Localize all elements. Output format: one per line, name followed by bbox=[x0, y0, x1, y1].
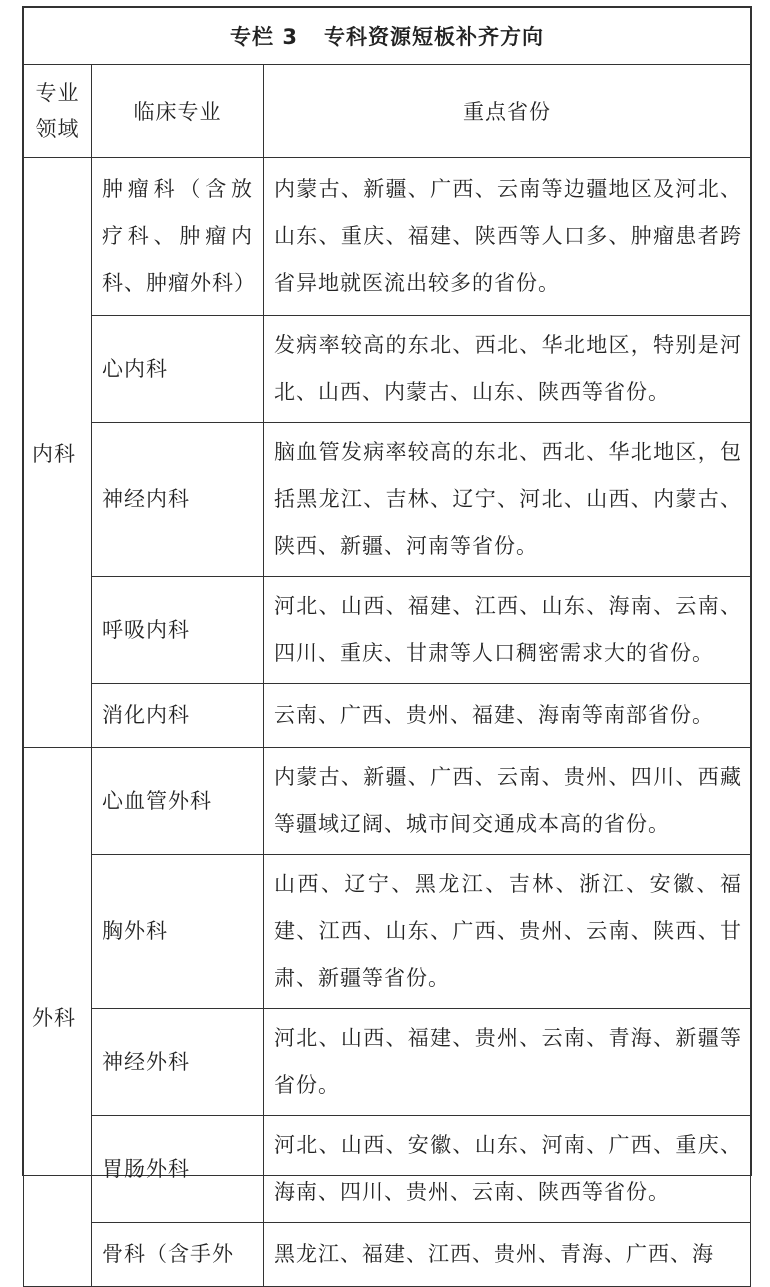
table-row bbox=[24, 158, 751, 316]
provinces-cell: 脑血管发病率较高的东北、西北、华北地区，包括黑龙江、吉林、辽宁、河北、山西、内蒙古、陕西、新疆、河南等省份。 bbox=[264, 423, 751, 577]
provinces-cell: 河北、山西、福建、贵州、云南、青海、新疆等省份。 bbox=[264, 1009, 751, 1116]
provinces-cell: 内蒙古、新疆、广西、云南等边疆地区及河北、山东、重庆、福建、陕西等人口多、肿瘤患者跨省异地就医流出较多的省份。 bbox=[264, 158, 751, 316]
provinces-cell: 山西、辽宁、黑龙江、吉林、浙江、安徽、福建、江西、山东、广西、贵州、云南、陕西、甘肃、新疆等省份。 bbox=[264, 855, 751, 1009]
provinces-cell: 黑龙江、福建、江西、贵州、青海、广西、海 bbox=[264, 1223, 751, 1287]
specialty-cell: 神经内科 bbox=[92, 423, 264, 577]
provinces-cell: 河北、山西、福建、江西、山东、海南、云南、四川、重庆、甘肃等人口稠密需求大的省份。 bbox=[264, 577, 751, 684]
table-row bbox=[24, 748, 751, 855]
provinces-cell: 内蒙古、新疆、广西、云南、贵州、四川、西藏等疆域辽阔、城市间交通成本高的省份。 bbox=[264, 748, 751, 855]
header-specialty: 临床专业 bbox=[92, 65, 264, 158]
table-row bbox=[24, 855, 751, 1009]
table-title bbox=[24, 8, 751, 65]
table-row bbox=[24, 1223, 751, 1287]
header-field: 专业 领域 bbox=[24, 65, 92, 158]
specialty-cell: 胸外科 bbox=[92, 855, 264, 1009]
specialty-cell: 心内科 bbox=[92, 316, 264, 423]
table-row bbox=[24, 423, 751, 577]
table-row bbox=[24, 577, 751, 684]
specialty-cell: 消化内科 bbox=[92, 684, 264, 748]
table-row bbox=[24, 1116, 751, 1223]
table-row bbox=[24, 684, 751, 748]
table-row bbox=[24, 316, 751, 423]
specialty-table bbox=[23, 7, 751, 1287]
specialty-cell: 呼吸内科 bbox=[92, 577, 264, 684]
specialty-cell: 肿瘤科（含放疗科、肿瘤内科、肿瘤外科） bbox=[92, 158, 264, 316]
provinces-cell: 河北、山西、安徽、山东、河南、广西、重庆、海南、四川、贵州、云南、陕西等省份。 bbox=[264, 1116, 751, 1223]
header-row bbox=[24, 65, 751, 158]
domain-internal-medicine: 内科 bbox=[24, 158, 92, 748]
provinces-cell: 云南、广西、贵州、福建、海南等南部省份。 bbox=[264, 684, 751, 748]
header-provinces: 重点省份 bbox=[264, 65, 751, 158]
title-row bbox=[24, 8, 751, 65]
column-label: 专栏 3 bbox=[230, 25, 298, 49]
column-title: 专科资源短板补齐方向 bbox=[323, 25, 544, 49]
policy-table-document bbox=[22, 6, 752, 1266]
domain-surgery: 外科 bbox=[24, 748, 92, 1287]
provinces-cell: 发病率较高的东北、西北、华北地区，特别是河北、山西、内蒙古、山东、陕西等省份。 bbox=[264, 316, 751, 423]
specialty-cell: 骨科（含手外 bbox=[92, 1223, 264, 1287]
specialty-cell: 神经外科 bbox=[92, 1009, 264, 1116]
table-row bbox=[24, 1009, 751, 1116]
specialty-cell: 心血管外科 bbox=[92, 748, 264, 855]
specialty-cell: 胃肠外科 bbox=[92, 1116, 264, 1223]
